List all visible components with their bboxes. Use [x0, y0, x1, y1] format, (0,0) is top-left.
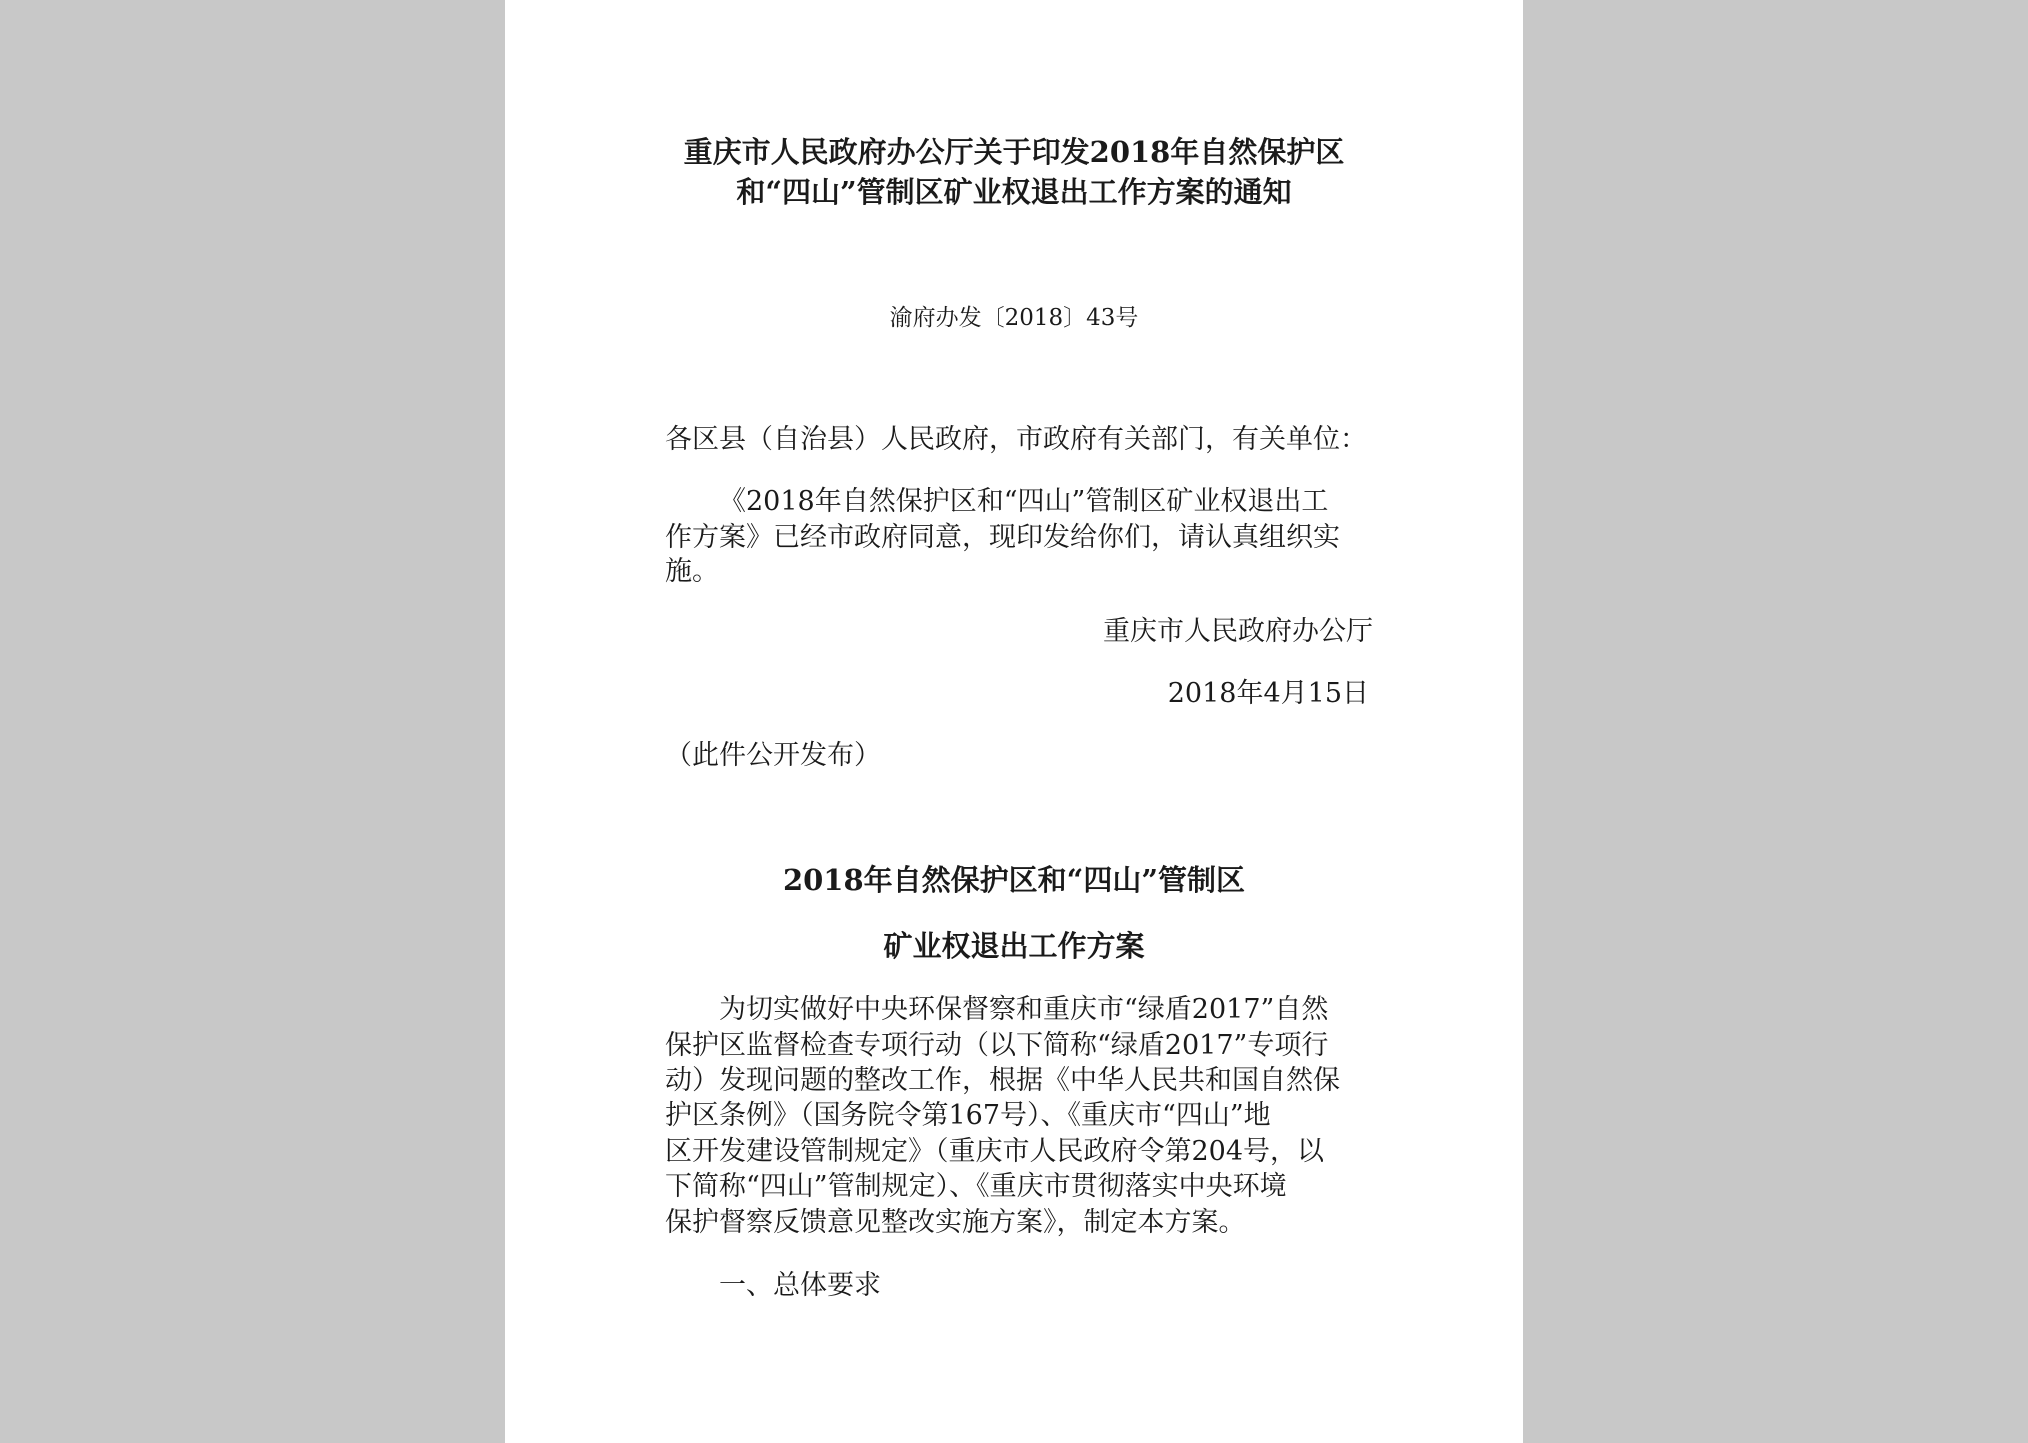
- plan-body-line-3: 动）发现问题的整改工作，根据《中华人民共和国自然保: [665, 1065, 1340, 1096]
- plan-body-line-2: 保护区监督检查专项行动（以下简称“绿盾2017”专项行: [665, 1030, 1329, 1061]
- salutation: 各区县（自治县）人民政府，市政府有关部门，有关单位：: [665, 424, 1367, 455]
- plan-title-line-1: 2018年自然保护区和“四山”管制区: [782, 863, 1246, 897]
- doc-title-line-2: 和“四山”管制区矿业权退出工作方案的通知: [736, 175, 1292, 209]
- body-line-2: 作方案》已经市政府同意，现印发给你们，请认真组织实: [665, 522, 1340, 553]
- publish-note: （此件公开发布）: [665, 740, 881, 771]
- plan-body-line-4: 护区条例》（国务院令第167号）、《重庆市“四山”地: [665, 1100, 1271, 1131]
- plan-title-line-2: 矿业权退出工作方案: [883, 929, 1145, 963]
- signature-date: 2018年4月15日: [1167, 678, 1369, 709]
- plan-body-line-1: 为切实做好中央环保督察和重庆市“绿盾2017”自然: [719, 994, 1329, 1025]
- section-heading: 一、总体要求: [719, 1270, 881, 1301]
- doc-title-line-1: 重庆市人民政府办公厅关于印发2018年自然保护区: [683, 135, 1345, 169]
- plan-body-line-6: 下简称“四山”管制规定）、《重庆市贯彻落实中央环境: [665, 1171, 1287, 1202]
- plan-body-line-5: 区开发建设管制规定》（重庆市人民政府令第204号，以: [665, 1136, 1325, 1167]
- plan-body-line-7: 保护督察反馈意见整改实施方案》，制定本方案。: [665, 1207, 1246, 1238]
- document-page: [505, 0, 1523, 1443]
- signature-org: 重庆市人民政府办公厅: [1103, 616, 1373, 647]
- doc-number: 渝府办发〔2018〕43号: [889, 305, 1139, 331]
- body-line-1: 《2018年自然保护区和“四山”管制区矿业权退出工: [719, 486, 1329, 517]
- body-line-3: 施。: [665, 556, 719, 587]
